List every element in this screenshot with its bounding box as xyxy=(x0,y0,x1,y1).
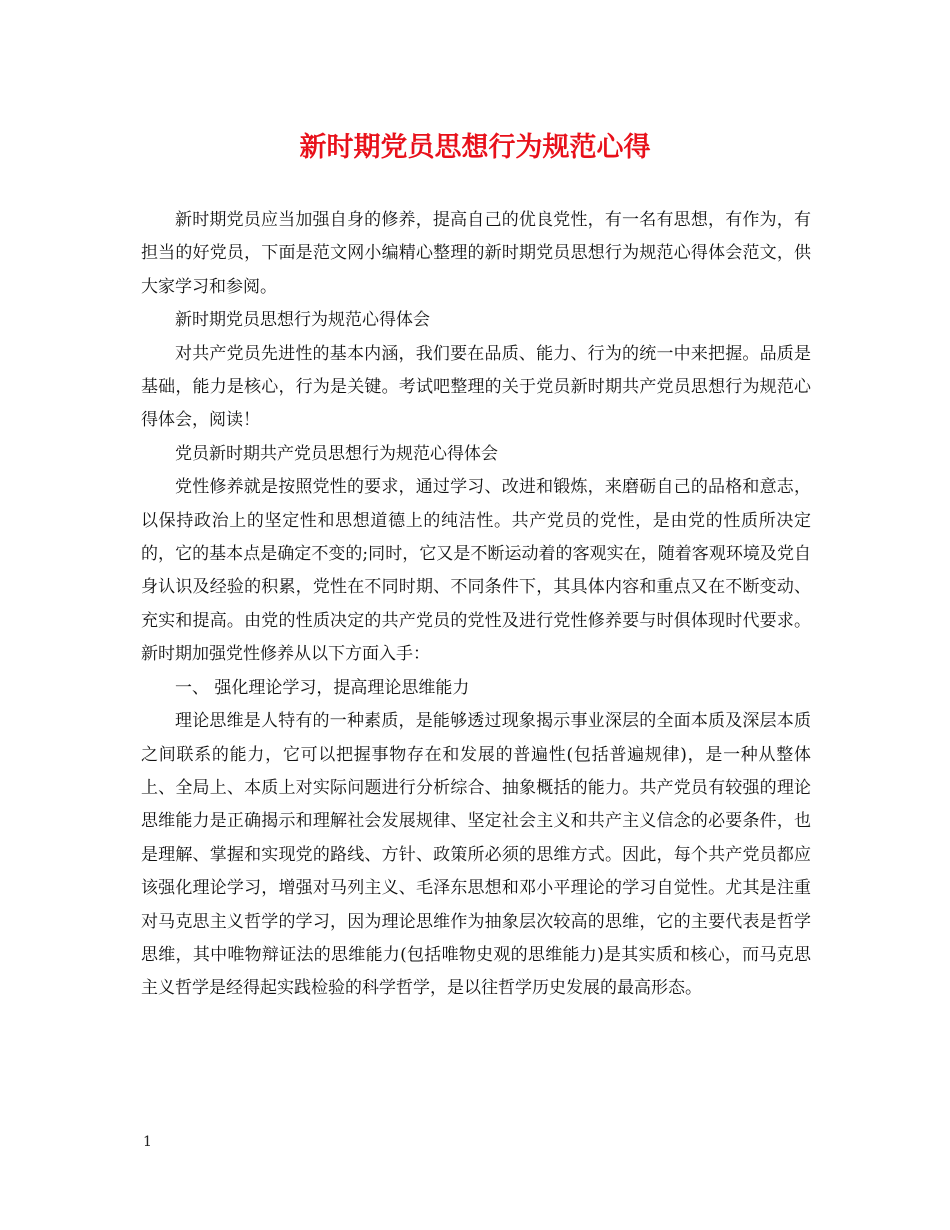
body-paragraph: 对共产党员先进性的基本内涵，我们要在品质、能力、行为的统一中来把握。品质是基础，能力是核心，行为是关键。考试吧整理的关于党员新时期共产党员思想行为规范心得体会，阅读！ xyxy=(141,343,811,431)
document-title: 新时期党员思想行为规范心得 xyxy=(299,132,651,163)
section-heading: 党员新时期共产党员思想行为规范心得体会 xyxy=(175,443,498,464)
section-heading: 新时期党员思想行为规范心得体会 xyxy=(175,310,430,331)
document-body xyxy=(141,204,811,1006)
intro-paragraph: 新时期党员应当加强自身的修养，提高自己的优良党性，有一名有思想，有作为，有担当的好党员，下面是范文网小编精心整理的新时期党员思想行为规范心得体会范文，供大家学习和参阅。 xyxy=(141,210,811,297)
body-paragraph: 党性修养就是按照党性的要求，通过学习、改进和锻炼，来磨砺自己的品格和意志，以保持政治上的坚定性和思想道德上的纯洁性。共产党员的党性，是由党的性质所决定的，它的基本点是确定不变的;同时，它又是不断运动着的客观实在，随着客观环境及党自身认识及经验的积累，党性在不同时期、不同条件下，其具体内容和重点又在不断变动、充实和提高。由党的性质决定的共产党员的党性及进行党性修养要与时俱体现时代要求。新时期加强党性修养从以下方面入手： xyxy=(141,477,811,665)
page-number: 1 xyxy=(143,1134,152,1150)
numbered-heading: 一、 强化理论学习，提高理论思维能力 xyxy=(175,677,470,698)
body-paragraph: 理论思维是人特有的一种素质，是能够透过现象揭示事业深层的全面本质及深层本质之间联系的能力，它可以把握事物存在和发展的普遍性(包括普遍规律)，是一种从整体上、全局上、本质上对实际问题进行分析综合、抽象概括的能力。共产党员有较强的理论思维能力是正确揭示和理解社会发展规律、坚定社会主义和共产主义信念的必要条件，也是理解、掌握和实现党的路线、方针、政策所必须的思维方式。因此，每个共产党员都应该强化理论学习，增强对马列主义、毛泽东思想和邓小平理论的学习自觉性。尤其是注重对马克思主义哲学的学习，因为理论思维作为抽象层次较高的思维，它的主要代表是哲学思维，其中唯物辩证法的思维能力(包括唯物史观的思维能力)是其实质和核心，而马克思主义哲学是经得起实践检验的科学哲学，是以往哲学历史发展的最高形态。 xyxy=(141,711,811,999)
